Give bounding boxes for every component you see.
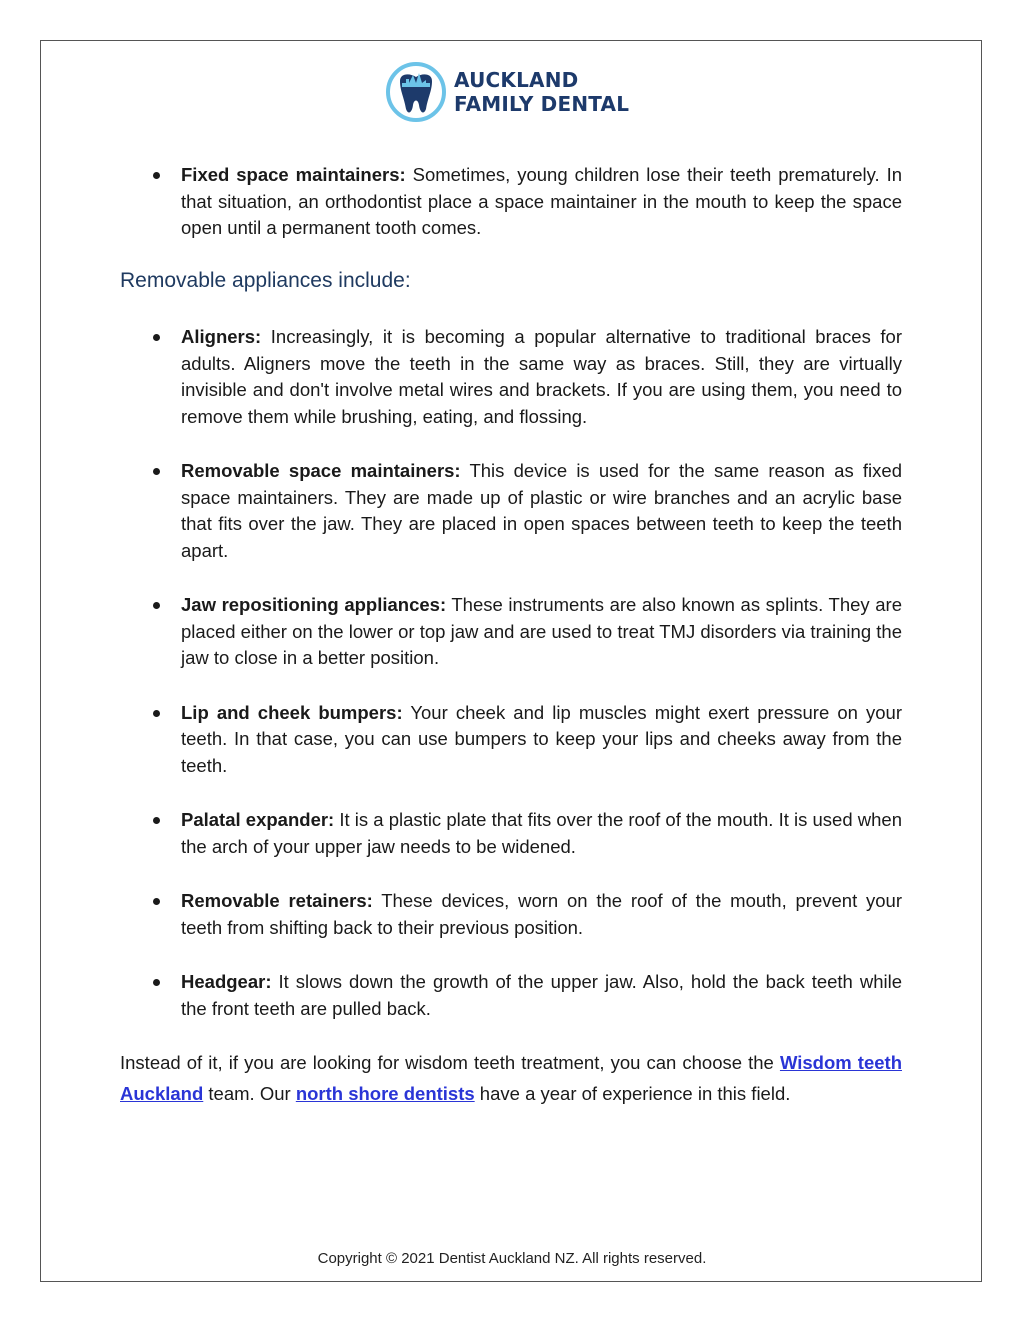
tooth-logo-icon: [386, 61, 446, 123]
brand-logo: [386, 60, 646, 124]
term-label: Headgear:: [181, 971, 272, 992]
term-label: Palatal expander:: [181, 809, 335, 830]
north-shore-dentists-link[interactable]: north shore dentists: [295, 1083, 475, 1104]
term-description: It is a plastic plate that fits over the roof of the mouth. It is used when the arch of your upper jaw needs to be widened.: [181, 809, 902, 857]
term-description: Sometimes, young children lose their teeth prematurely. In that situation, an orthodontist place a space maintainer in the mouth to keep the space open until a permanent tooth comes.: [181, 164, 903, 238]
logo-line-1: AUCKLAND: [454, 68, 579, 92]
term-description: It slows down the growth of the upper jaw. Also, hold the back teeth while the front teeth are pulled back.: [181, 971, 902, 1019]
list-item-removable-space-maintainers: [120, 458, 902, 564]
term-label: Removable space maintainers:: [181, 460, 461, 481]
copyright-footer: Copyright © 2021 Dentist Auckland NZ. All rights reserved.: [317, 1250, 707, 1267]
closing-paragraph: [120, 1047, 902, 1109]
list-item-aligners: [120, 324, 902, 430]
list-item-removable-retainers: [120, 888, 902, 941]
logo-line-2: FAMILY DENTAL: [454, 92, 630, 116]
closing-text-before: Instead of it, if you are looking for wisdom teeth treatment, you can choose the: [120, 1052, 780, 1073]
intro-list: [120, 162, 902, 242]
list-item-lip-cheek-bumpers: [120, 700, 902, 780]
list-item-fixed-space-maintainers: [120, 162, 902, 242]
term-label: Aligners:: [181, 326, 262, 347]
term-description: These instruments are also known as splints. They are placed either on the lower or top jaw and are used to treat TMJ disorders via training the jaw to close in a better position.: [181, 594, 902, 668]
term-description: These devices, worn on the roof of the mouth, prevent your teeth from shifting back to their previous position.: [181, 890, 902, 938]
term-label: Jaw repositioning appliances:: [181, 594, 447, 615]
term-label: Removable retainers:: [181, 890, 373, 911]
closing-text-middle: team. Our: [203, 1083, 296, 1104]
wisdom-teeth-auckland-link[interactable]: Wisdom teeth Auckland: [120, 1052, 902, 1104]
logo-wordmark: [454, 68, 629, 116]
term-label: Lip and cheek bumpers:: [181, 701, 403, 723]
section-heading: Removable appliances include:: [120, 269, 411, 292]
term-description: This device is used for the same reason as fixed space maintainers. They are made up of plastic or wire branches and an acrylic base that fits over the jaw. They are placed in open spaces between teeth to keep the teeth apart.: [181, 460, 902, 561]
term-description: Your cheek and lip muscles might exert pressure on your teeth. In that case, you can use bumpers to keep your lips and cheeks away from the teeth.: [181, 701, 902, 776]
closing-text-after: have a year of experience in this field.: [474, 1083, 791, 1104]
list-item-jaw-repositioning: [120, 592, 902, 672]
list-item-palatal-expander: [120, 807, 902, 860]
list-item-headgear: [120, 969, 902, 1022]
term-description: Increasingly, it is becoming a popular alternative to traditional braces for adults. Aligners move the teeth in the same way as braces. Still, they are virtually invisible and don't involve metal wires and brackets. If you are using them, you need to remove them while brushing, eating, and flossing.: [181, 326, 902, 427]
term-label: Fixed space maintainers:: [181, 164, 406, 185]
removable-appliances-list: [120, 324, 902, 1022]
